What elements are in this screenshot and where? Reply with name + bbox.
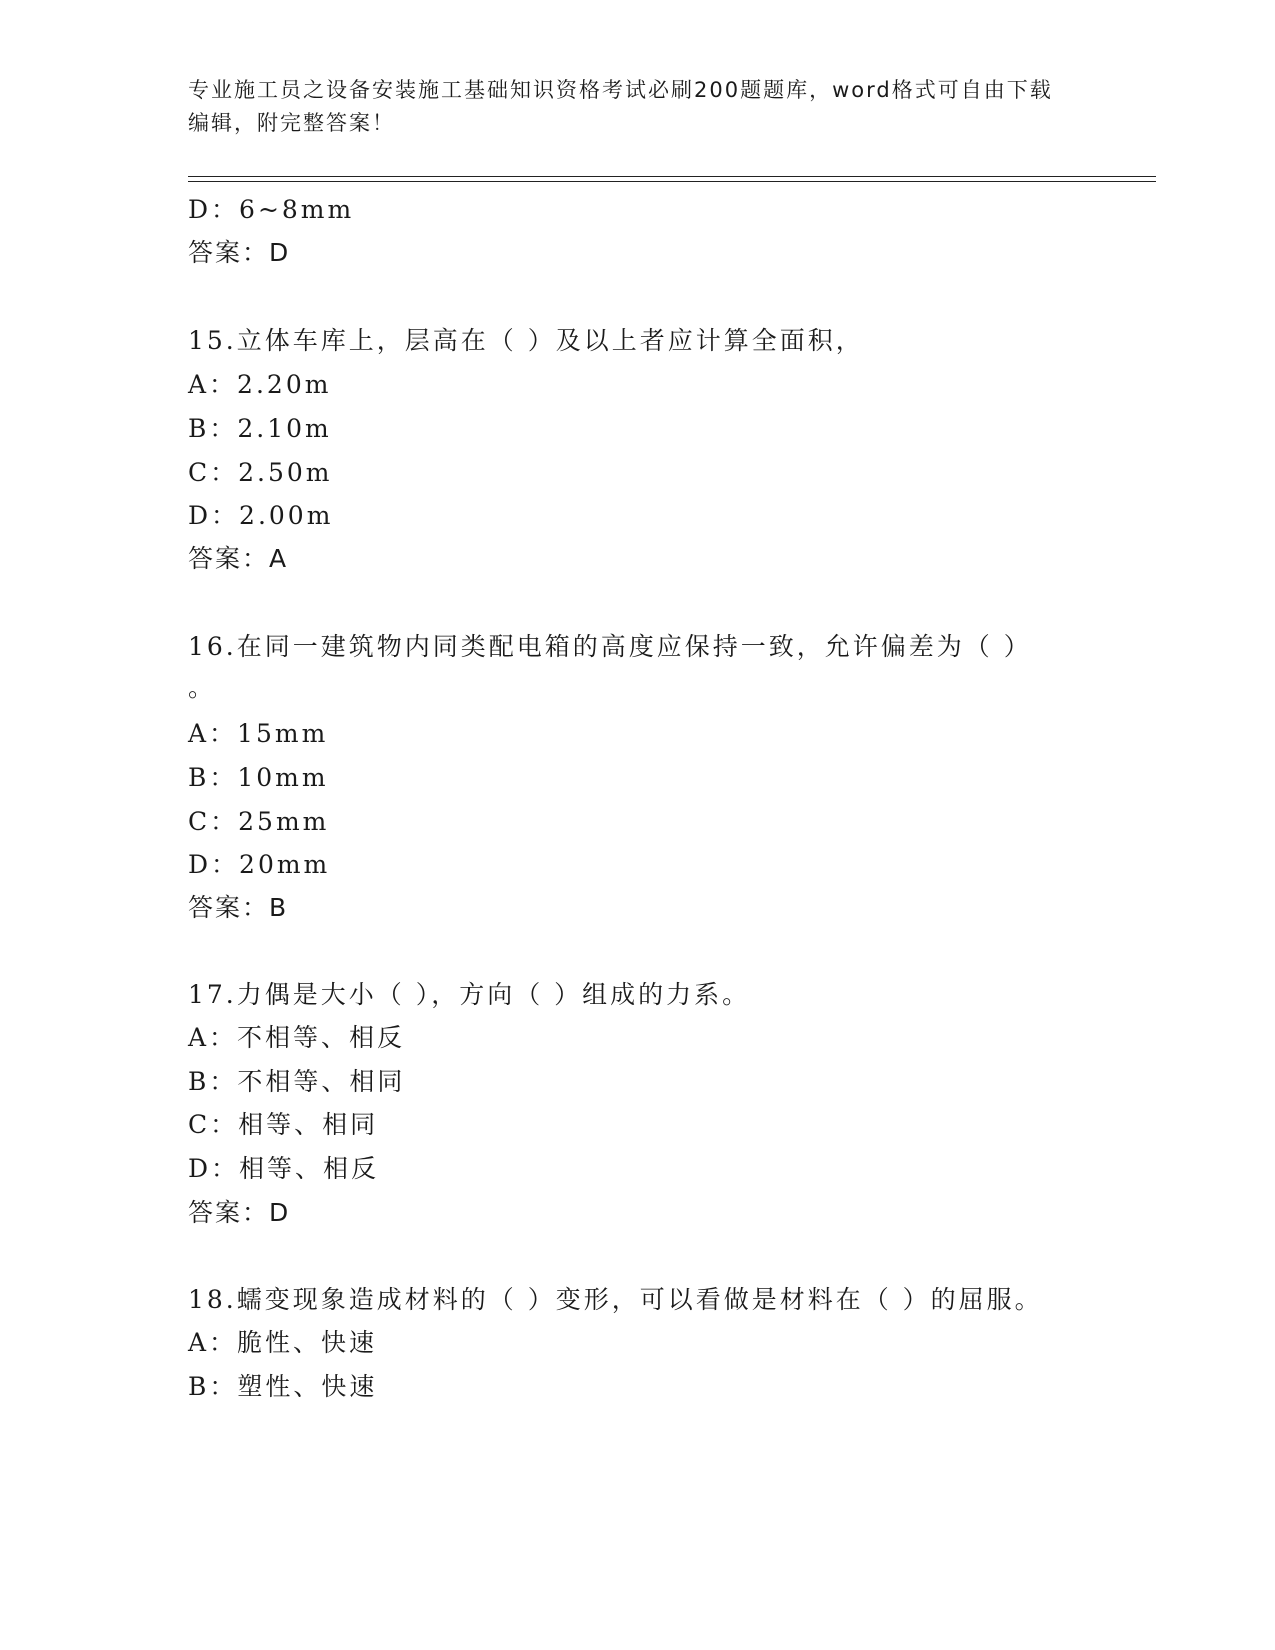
question-17: 17.力偶是大小（ ），方向（ ）组成的力系。 xyxy=(188,980,751,1009)
answer-q15: 答案：A xyxy=(188,544,289,573)
question-16: 16.在同一建筑物内同类配电箱的高度应保持一致，允许偏差为（ ） xyxy=(188,632,1032,661)
document-header: 专业施工员之设备安装施工基础知识资格考试必刷200题题库，word格式可自由下载编辑，附完整答案！ xyxy=(188,78,1053,135)
option-c-q15: C：2.50m xyxy=(188,458,333,487)
option-c-q17: C：相等、相同 xyxy=(188,1110,379,1139)
answer-q14: 答案：D xyxy=(188,238,291,267)
option-c-q16: C：25mm xyxy=(188,807,330,836)
question-18: 18.蠕变现象造成材料的（ ）变形，可以看做是材料在（ ）的屈服。 xyxy=(188,1285,1043,1314)
option-d-q14: D：6~8mm xyxy=(188,195,355,224)
question-16-continuation: 。 xyxy=(188,673,217,702)
option-b-q17: B：不相等、相同 xyxy=(188,1067,406,1096)
option-b-q15: B：2.10m xyxy=(188,414,332,443)
option-a-q15: A：2.20m xyxy=(188,370,332,399)
option-b-q18: B：塑性、快速 xyxy=(188,1372,378,1401)
option-d-q15: D：2.00m xyxy=(188,501,334,530)
option-d-q16: D：20mm xyxy=(188,850,331,879)
option-a-q18: A：脆性、快速 xyxy=(188,1328,378,1357)
option-d-q17: D：相等、相反 xyxy=(188,1154,380,1183)
question-15: 15.立体车库上，层高在（ ）及以上者应计算全面积， xyxy=(188,326,864,355)
header-rule-bottom xyxy=(188,181,1156,182)
option-b-q16: B：10mm xyxy=(188,763,329,792)
option-a-q16: A：15mm xyxy=(188,719,329,748)
header-rule-top xyxy=(188,176,1156,177)
answer-q16: 答案：B xyxy=(188,893,289,922)
answer-q17: 答案：D xyxy=(188,1198,291,1227)
option-a-q17: A：不相等、相反 xyxy=(188,1023,406,1052)
